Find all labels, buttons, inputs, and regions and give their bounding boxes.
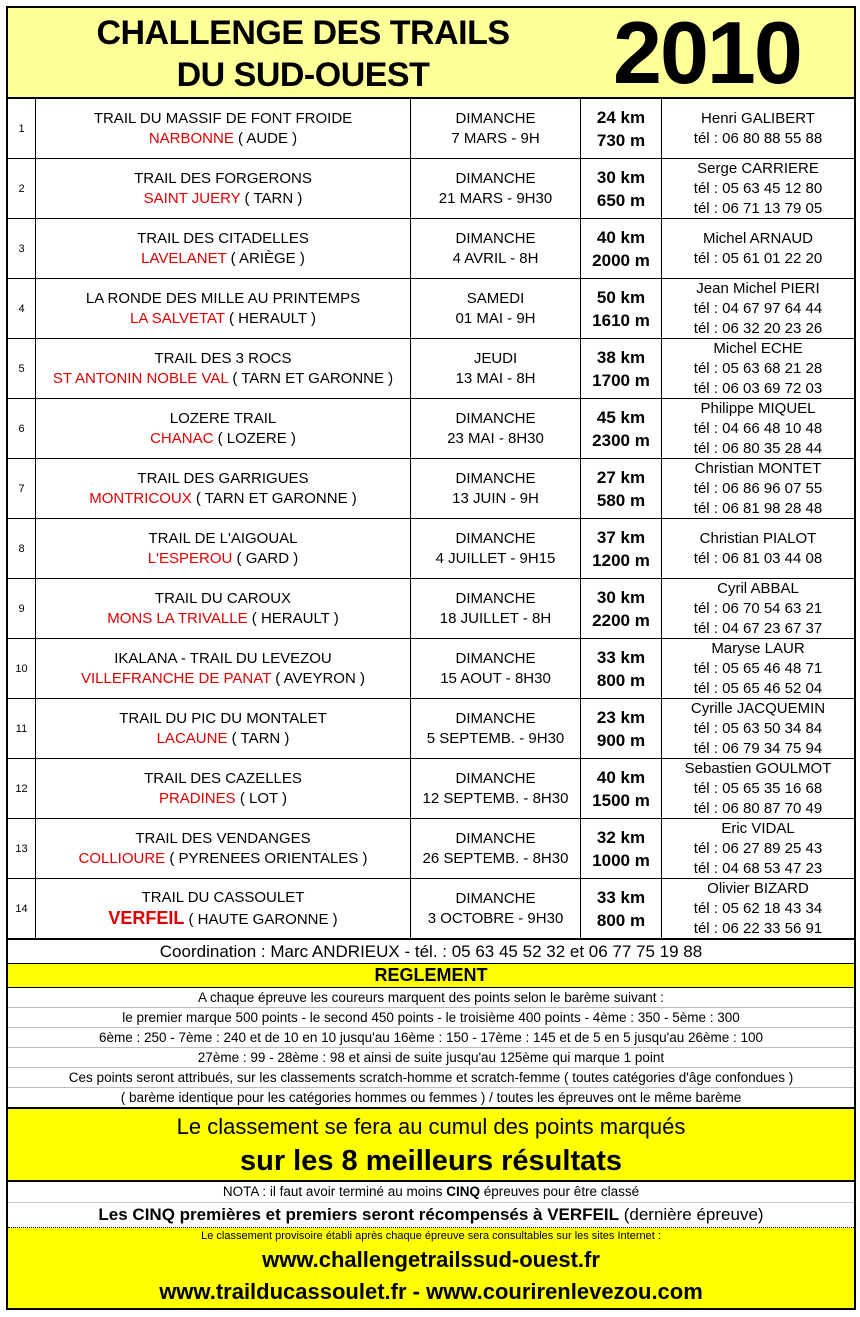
contact-phone: tél : 06 27 89 25 43 bbox=[693, 839, 823, 857]
race-day: DIMANCHE bbox=[455, 709, 536, 727]
race-distance: 27 km bbox=[596, 467, 646, 487]
race-elevation: 1500 m bbox=[592, 790, 650, 810]
race-event bbox=[36, 99, 411, 158]
race-distance-cell bbox=[581, 819, 662, 878]
race-region: ( AVEYRON ) bbox=[275, 669, 365, 687]
race-elevation: 2000 m bbox=[592, 250, 650, 270]
race-date: 4 AVRIL - 8H bbox=[452, 249, 539, 267]
race-distance-cell bbox=[581, 579, 662, 638]
nota-suffix: épreuves pour être classé bbox=[480, 1184, 640, 1199]
race-number: 6 bbox=[8, 399, 36, 458]
race-date-cell bbox=[411, 99, 581, 158]
classement-box bbox=[8, 1109, 854, 1182]
race-day: DIMANCHE bbox=[455, 769, 536, 787]
race-town: CHANAC bbox=[150, 429, 214, 447]
race-contact bbox=[662, 699, 854, 758]
race-event bbox=[36, 159, 411, 218]
website-link-1[interactable]: www.challengetrailssud-ouest.fr bbox=[262, 1247, 600, 1272]
contact-phone: tél : 06 32 20 23 26 bbox=[693, 319, 823, 337]
contact-phone: tél : 06 03 69 72 03 bbox=[693, 379, 823, 397]
race-town: COLLIOURE bbox=[78, 849, 166, 867]
contact-name: Michel ECHE bbox=[713, 339, 803, 357]
contact-name: Christian MONTET bbox=[694, 459, 822, 477]
race-region: ( TARN ) bbox=[244, 189, 303, 207]
race-location bbox=[141, 249, 305, 269]
race-distance-cell bbox=[581, 99, 662, 158]
contact-phone: tél : 06 80 35 28 44 bbox=[693, 439, 823, 457]
race-date-cell bbox=[411, 459, 581, 518]
race-date-cell bbox=[411, 639, 581, 698]
race-contact bbox=[662, 159, 854, 218]
race-event bbox=[36, 819, 411, 878]
race-row bbox=[8, 879, 854, 940]
race-date-cell bbox=[411, 279, 581, 338]
race-region: ( PYRENEES ORIENTALES ) bbox=[169, 849, 368, 867]
race-distance: 50 km bbox=[596, 287, 646, 307]
race-event bbox=[36, 339, 411, 398]
race-distance-cell bbox=[581, 399, 662, 458]
rule-line: 27ème : 99 - 28ème : 98 et ainsi de suite jusqu'au 125ème qui marque 1 point bbox=[8, 1048, 854, 1068]
contact-phone: tél : 06 70 54 63 21 bbox=[693, 599, 823, 617]
race-day: DIMANCHE bbox=[455, 829, 536, 847]
race-day: DIMANCHE bbox=[455, 889, 536, 907]
race-date: 3 OCTOBRE - 9H30 bbox=[427, 909, 564, 927]
race-distance: 33 km bbox=[596, 647, 646, 667]
contact-name: Christian PIALOT bbox=[699, 529, 817, 547]
race-distance-cell bbox=[581, 219, 662, 278]
race-number: 4 bbox=[8, 279, 36, 338]
race-contact bbox=[662, 459, 854, 518]
race-region: ( HERAULT ) bbox=[251, 609, 339, 627]
race-date: 13 MAI - 8H bbox=[455, 369, 536, 387]
race-location bbox=[130, 309, 316, 329]
race-contact bbox=[662, 219, 854, 278]
race-contact bbox=[662, 639, 854, 698]
contact-phone: tél : 05 63 45 12 80 bbox=[693, 179, 823, 197]
rule-line: A chaque épreuve les coureurs marquent des points selon le barème suivant : bbox=[8, 988, 854, 1008]
race-date-cell bbox=[411, 159, 581, 218]
race-region: ( LOT ) bbox=[239, 789, 288, 807]
contact-phone: tél : 05 65 46 52 04 bbox=[693, 679, 823, 697]
race-elevation: 2200 m bbox=[592, 610, 650, 630]
race-elevation: 650 m bbox=[596, 190, 646, 210]
contact-phone: tél : 04 67 97 64 44 bbox=[693, 299, 823, 317]
reglement-rules bbox=[8, 988, 854, 1109]
race-date: 7 MARS - 9H bbox=[451, 129, 540, 147]
contact-phone: tél : 06 81 98 28 48 bbox=[693, 499, 823, 517]
contact-phone: tél : 05 63 50 34 84 bbox=[693, 719, 823, 737]
race-distance: 40 km bbox=[596, 767, 646, 787]
race-name: TRAIL DU MASSIF DE FONT FROIDE bbox=[93, 109, 353, 127]
race-elevation: 800 m bbox=[596, 910, 646, 930]
race-event bbox=[36, 579, 411, 638]
race-elevation: 1700 m bbox=[592, 370, 650, 390]
race-distance-cell bbox=[581, 879, 662, 938]
race-name: TRAIL DES GARRIGUES bbox=[137, 469, 309, 487]
rule-line: le premier marque 500 points - le second 450 points - le troisième 400 points - 4ème : 350 - 5ème : 300 bbox=[8, 1008, 854, 1028]
race-town: PRADINES bbox=[158, 789, 236, 807]
race-date: 21 MARS - 9H30 bbox=[438, 189, 553, 207]
contact-name: Cyril ABBAL bbox=[717, 579, 799, 597]
race-region: ( HAUTE GARONNE ) bbox=[188, 910, 338, 928]
race-location bbox=[149, 129, 297, 149]
race-row bbox=[8, 759, 854, 819]
race-distance: 40 km bbox=[596, 227, 646, 247]
race-distance: 37 km bbox=[596, 527, 646, 547]
race-location bbox=[89, 489, 357, 509]
race-number: 8 bbox=[8, 519, 36, 578]
race-town: MONTRICOUX bbox=[89, 489, 192, 507]
footer-note: Le classement provisoire établi après chaque épreuve sera consultables sur les sites Internet : bbox=[201, 1230, 661, 1242]
race-distance-cell bbox=[581, 159, 662, 218]
race-elevation: 730 m bbox=[596, 130, 646, 150]
race-row bbox=[8, 219, 854, 279]
contact-name: Serge CARRIERE bbox=[697, 159, 819, 177]
contact-phone: tél : 05 62 18 43 34 bbox=[693, 899, 823, 917]
race-name: TRAIL DES 3 ROCS bbox=[154, 349, 292, 367]
nota bbox=[8, 1182, 854, 1203]
race-elevation: 580 m bbox=[596, 490, 646, 510]
race-name: TRAIL DES CITADELLES bbox=[137, 229, 309, 247]
race-distance: 30 km bbox=[596, 587, 646, 607]
race-row bbox=[8, 639, 854, 699]
race-location bbox=[107, 609, 338, 629]
race-day: DIMANCHE bbox=[455, 589, 536, 607]
race-date: 15 AOUT - 8H30 bbox=[440, 669, 551, 687]
race-table bbox=[8, 99, 854, 940]
recompense-main: Les CINQ premières et premiers seront récompensés à VERFEIL bbox=[98, 1205, 619, 1224]
race-day: DIMANCHE bbox=[455, 169, 536, 187]
race-name: LOZERE TRAIL bbox=[169, 409, 277, 427]
race-elevation: 1610 m bbox=[592, 310, 650, 330]
race-contact bbox=[662, 879, 854, 938]
race-name: TRAIL DU CAROUX bbox=[154, 589, 292, 607]
contact-phone: tél : 05 61 01 22 20 bbox=[693, 249, 823, 267]
race-row bbox=[8, 579, 854, 639]
race-day: DIMANCHE bbox=[455, 409, 536, 427]
race-date-cell bbox=[411, 819, 581, 878]
race-distance: 45 km bbox=[596, 407, 646, 427]
contact-name: Sebastien GOULMOT bbox=[684, 759, 832, 777]
race-date-cell bbox=[411, 519, 581, 578]
contact-phone: tél : 05 65 35 16 68 bbox=[693, 779, 823, 797]
race-region: ( GARD ) bbox=[236, 549, 299, 567]
footer bbox=[8, 1228, 854, 1308]
race-event bbox=[36, 699, 411, 758]
race-date-cell bbox=[411, 579, 581, 638]
race-elevation: 900 m bbox=[596, 730, 646, 750]
race-elevation: 800 m bbox=[596, 670, 646, 690]
race-town: MONS LA TRIVALLE bbox=[107, 609, 248, 627]
contact-phone: tél : 06 22 33 56 91 bbox=[693, 919, 823, 937]
contact-name: Maryse LAUR bbox=[711, 639, 805, 657]
race-number: 12 bbox=[8, 759, 36, 818]
race-contact bbox=[662, 819, 854, 878]
race-number: 13 bbox=[8, 819, 36, 878]
contact-phone: tél : 04 68 53 47 23 bbox=[693, 859, 823, 877]
contact-phone: tél : 06 79 34 75 94 bbox=[693, 739, 823, 757]
rule-line: ( barème identique pour les catégories hommes ou femmes ) / toutes les épreuves ont le même barème bbox=[8, 1088, 854, 1109]
contact-phone: tél : 06 81 03 44 08 bbox=[693, 549, 823, 567]
race-distance: 30 km bbox=[596, 167, 646, 187]
race-number: 3 bbox=[8, 219, 36, 278]
race-location bbox=[157, 729, 290, 749]
race-number: 10 bbox=[8, 639, 36, 698]
race-row bbox=[8, 159, 854, 219]
race-day: DIMANCHE bbox=[455, 229, 536, 247]
race-elevation: 1000 m bbox=[592, 850, 650, 870]
race-contact bbox=[662, 399, 854, 458]
race-date: 01 MAI - 9H bbox=[455, 309, 536, 327]
race-event bbox=[36, 279, 411, 338]
race-date: 23 MAI - 8H30 bbox=[447, 429, 544, 447]
race-contact bbox=[662, 99, 854, 158]
classement-line-1: Le classement se fera au cumul des points marqués bbox=[176, 1114, 686, 1139]
race-region: ( LOZERE ) bbox=[217, 429, 296, 447]
race-name: TRAIL DU CASSOULET bbox=[141, 888, 305, 906]
race-date: 26 SEPTEMB. - 8H30 bbox=[422, 849, 569, 867]
nota-prefix: NOTA : il faut avoir terminé au moins bbox=[222, 1184, 447, 1199]
race-distance: 33 km bbox=[596, 887, 646, 907]
nota-bold: CINQ bbox=[446, 1184, 480, 1199]
race-date-cell bbox=[411, 219, 581, 278]
contact-phone: tél : 04 66 48 10 48 bbox=[693, 419, 823, 437]
race-name: TRAIL DU PIC DU MONTALET bbox=[119, 709, 327, 727]
title-line-2: DU SUD-OUEST bbox=[176, 56, 430, 94]
race-event bbox=[36, 399, 411, 458]
race-row bbox=[8, 339, 854, 399]
race-event bbox=[36, 759, 411, 818]
contact-name: Eric VIDAL bbox=[721, 819, 795, 837]
race-row bbox=[8, 399, 854, 459]
race-event bbox=[36, 219, 411, 278]
race-date-cell bbox=[411, 699, 581, 758]
title-line-1: CHALLENGE DES TRAILS bbox=[96, 14, 510, 52]
race-name: TRAIL DES CAZELLES bbox=[144, 769, 302, 787]
contact-phone: tél : 05 63 68 21 28 bbox=[693, 359, 823, 377]
race-name: IKALANA - TRAIL DU LEVEZOU bbox=[114, 649, 332, 667]
race-name: TRAIL DES FORGERONS bbox=[134, 169, 312, 187]
race-day: SAMEDI bbox=[466, 289, 525, 307]
recompense bbox=[8, 1203, 854, 1228]
contact-phone: tél : 06 86 96 07 55 bbox=[693, 479, 823, 497]
race-number: 9 bbox=[8, 579, 36, 638]
race-town: SAINT JUERY bbox=[143, 189, 241, 207]
race-contact bbox=[662, 519, 854, 578]
contact-phone: tél : 06 80 87 70 49 bbox=[693, 799, 823, 817]
race-distance: 38 km bbox=[596, 347, 646, 367]
header bbox=[8, 3, 854, 102]
race-region: ( TARN ET GARONNE ) bbox=[232, 369, 394, 387]
race-location bbox=[108, 908, 337, 930]
race-event bbox=[36, 519, 411, 578]
race-distance: 24 km bbox=[596, 107, 646, 127]
race-day: DIMANCHE bbox=[455, 649, 536, 667]
contact-name: Olivier BIZARD bbox=[707, 879, 809, 897]
race-day: DIMANCHE bbox=[455, 529, 536, 547]
rule-line: 6ème : 250 - 7ème : 240 et de 10 en 10 jusqu'au 16ème : 150 - 17ème : 145 et de 5 en 5 jusqu'au 26ème : 100 bbox=[8, 1028, 854, 1048]
race-town: VILLEFRANCHE DE PANAT bbox=[81, 669, 272, 687]
race-region: ( HERAULT ) bbox=[229, 309, 316, 327]
race-name: LA RONDE DES MILLE AU PRINTEMPS bbox=[85, 289, 361, 307]
race-distance-cell bbox=[581, 639, 662, 698]
rule-line: Ces points seront attribués, sur les classements scratch-homme et scratch-femme ( toutes catégories d'âge confondues ) bbox=[8, 1068, 854, 1088]
contact-name: Philippe MIQUEL bbox=[700, 399, 816, 417]
race-distance-cell bbox=[581, 759, 662, 818]
race-number: 11 bbox=[8, 699, 36, 758]
reglement-title: REGLEMENT bbox=[8, 964, 854, 988]
race-region: ( AUDE ) bbox=[238, 129, 298, 147]
race-name: TRAIL DE L'AIGOUAL bbox=[148, 529, 298, 547]
contact-name: Cyrille JACQUEMIN bbox=[690, 699, 826, 717]
race-day: JEUDI bbox=[473, 349, 518, 367]
race-row bbox=[8, 459, 854, 519]
race-row bbox=[8, 99, 854, 159]
race-date-cell bbox=[411, 399, 581, 458]
race-date-cell bbox=[411, 759, 581, 818]
race-contact bbox=[662, 579, 854, 638]
challenge-sheet bbox=[6, 3, 856, 1310]
race-contact bbox=[662, 759, 854, 818]
race-date: 18 JUILLET - 8H bbox=[439, 609, 552, 627]
race-row bbox=[8, 279, 854, 339]
contact-name: Michel ARNAUD bbox=[702, 229, 814, 247]
race-date-cell bbox=[411, 339, 581, 398]
contact-phone: tél : 06 80 88 55 88 bbox=[693, 129, 823, 147]
race-event bbox=[36, 639, 411, 698]
race-location bbox=[148, 549, 298, 569]
race-row bbox=[8, 819, 854, 879]
race-date: 13 JUIN - 9H bbox=[452, 489, 539, 507]
coordination: Coordination : Marc ANDRIEUX - tél. : 05 63 45 52 32 et 06 77 75 19 88 bbox=[8, 940, 854, 964]
contact-phone: tél : 05 65 46 48 71 bbox=[693, 659, 823, 677]
race-distance: 23 km bbox=[596, 707, 646, 727]
race-number: 2 bbox=[8, 159, 36, 218]
race-date: 12 SEPTEMB. - 8H30 bbox=[422, 789, 569, 807]
race-event bbox=[36, 879, 411, 938]
race-date-cell bbox=[411, 879, 581, 938]
race-distance-cell bbox=[581, 339, 662, 398]
race-town: LACAUNE bbox=[156, 729, 228, 747]
race-contact bbox=[662, 339, 854, 398]
race-town: VERFEIL bbox=[108, 907, 185, 928]
race-event bbox=[36, 459, 411, 518]
race-location bbox=[81, 669, 365, 689]
race-elevation: 2300 m bbox=[592, 430, 650, 450]
race-town: ST ANTONIN NOBLE VAL bbox=[52, 369, 229, 387]
contact-phone: tél : 04 67 23 67 37 bbox=[693, 619, 823, 637]
race-date: 5 SEPTEMB. - 9H30 bbox=[426, 729, 565, 747]
race-distance: 32 km bbox=[596, 827, 646, 847]
race-location bbox=[144, 189, 303, 209]
race-date: 4 JUILLET - 9H15 bbox=[435, 549, 556, 567]
race-number: 5 bbox=[8, 339, 36, 398]
race-location bbox=[79, 849, 368, 869]
race-elevation: 1200 m bbox=[592, 550, 650, 570]
classement-line-2: sur les 8 meilleurs résultats bbox=[239, 1145, 623, 1177]
contact-phone: tél : 06 71 13 79 05 bbox=[693, 199, 823, 217]
race-row bbox=[8, 519, 854, 579]
website-link-2[interactable]: www.trailducassoulet.fr - www.courirenlevezou.com bbox=[159, 1279, 703, 1304]
race-region: ( TARN ) bbox=[231, 729, 290, 747]
race-location bbox=[53, 369, 393, 389]
race-row bbox=[8, 699, 854, 759]
recompense-note: (dernière épreuve) bbox=[619, 1205, 764, 1224]
race-region: ( ARIÈGE ) bbox=[230, 249, 305, 267]
race-distance-cell bbox=[581, 459, 662, 518]
race-day: DIMANCHE bbox=[455, 109, 536, 127]
race-day: DIMANCHE bbox=[455, 469, 536, 487]
year: 2010 bbox=[613, 3, 801, 102]
race-number: 1 bbox=[8, 99, 36, 158]
contact-name: Henri GALIBERT bbox=[701, 109, 815, 127]
race-region: ( TARN ET GARONNE ) bbox=[195, 489, 357, 507]
race-town: NARBONNE bbox=[148, 129, 234, 147]
race-town: L'ESPEROU bbox=[147, 549, 233, 567]
race-number: 7 bbox=[8, 459, 36, 518]
race-distance-cell bbox=[581, 699, 662, 758]
race-town: LA SALVETAT bbox=[130, 309, 225, 327]
race-town: LAVELANET bbox=[141, 249, 227, 267]
race-location bbox=[150, 429, 296, 449]
race-number: 14 bbox=[8, 879, 36, 938]
race-location bbox=[159, 789, 287, 809]
race-distance-cell bbox=[581, 279, 662, 338]
race-name: TRAIL DES VENDANGES bbox=[135, 829, 311, 847]
race-contact bbox=[662, 279, 854, 338]
race-distance-cell bbox=[581, 519, 662, 578]
contact-name: Jean Michel PIERI bbox=[696, 279, 820, 297]
